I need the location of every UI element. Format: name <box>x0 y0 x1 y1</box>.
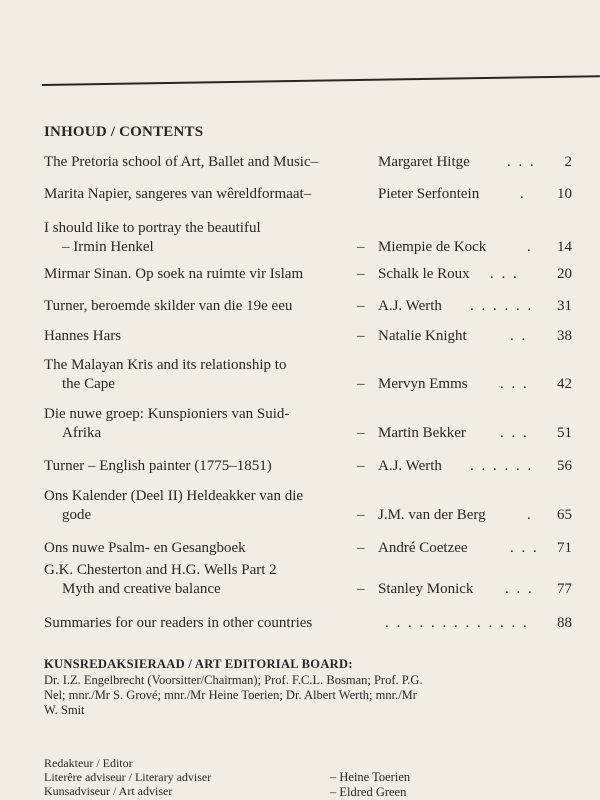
editorial-board-line: W. Smit <box>44 703 85 717</box>
toc-entry-page-number: 77 <box>557 581 572 597</box>
toc-entry-title: Turner, beroemde skilder van die 19e eeu <box>44 298 293 314</box>
toc-entry-leader-dots: . <box>527 239 533 255</box>
staff-role: Redakteur / Editor <box>44 756 133 770</box>
toc-entry-title: The Malayan Kris and its relationship to <box>44 357 287 373</box>
editorial-board-title: KUNSREDAKSIERAAD / ART EDITORIAL BOARD: <box>44 657 353 671</box>
toc-entry-author: Stanley Monick <box>378 581 474 597</box>
toc-entry-title: The Pretoria school of Art, Ballet and Music– <box>44 154 319 170</box>
toc-entry-author: J.M. van der Berg <box>378 507 486 523</box>
toc-entry-author: André Coetzee <box>378 540 468 556</box>
toc-entry-title: Ons Kalender (Deel II) Heldeakker van die <box>44 488 304 504</box>
staff-name: – Eldred Green <box>330 785 407 799</box>
staff-name: – Heine Toerien <box>330 770 411 784</box>
editorial-board-line: Nel; mnr./Mr S. Grové; mnr./Mr Heine Toerien; Dr. Albert Werth; mnr./Mr <box>44 688 417 702</box>
editorial-board-members <box>44 673 574 718</box>
toc-entry-dash: – <box>357 507 365 523</box>
toc-entry-title: Ons nuwe Psalm- en Gesangboek <box>44 540 246 556</box>
toc-entry-leader-dots: . . . . . . <box>470 298 534 314</box>
toc-entry-dash: – <box>357 540 365 556</box>
toc-entry-author: Natalie Knight <box>378 328 467 344</box>
toc-entry-dash: – <box>357 328 365 344</box>
toc-entry-title: G.K. Chesterton and H.G. Wells Part 2 <box>44 562 277 578</box>
toc-entry-title: Afrika <box>62 425 102 441</box>
toc-entry-title: Die nuwe groep: Kunspioniers van Suid- <box>44 406 290 422</box>
toc-entry-dash: – <box>357 298 365 314</box>
editorial-board-line: Dr. I.Z. Engelbrecht (Voorsitter/Chairman); Prof. F.C.L. Bosman; Prof. P.G. <box>44 673 423 687</box>
toc-entry-leader-dots: . . . <box>490 266 519 282</box>
toc-entry-page-number: 20 <box>557 266 572 282</box>
toc-entry-dash: – <box>357 376 365 392</box>
toc-entry-author: Miempie de Kock <box>378 239 487 255</box>
toc-entry-title: Summaries for our readers in other countries <box>44 615 313 631</box>
toc-entry-title: Marita Napier, sangeres van wêreldformaat– <box>44 186 312 202</box>
toc-entry-leader-dots: . . <box>510 328 528 344</box>
toc-entry-page-number: 65 <box>557 507 572 523</box>
toc-entry-author: Martin Bekker <box>378 425 466 441</box>
toc-entry-leader-dots: . <box>520 186 526 202</box>
toc-entry-title: Hannes Hars <box>44 328 122 344</box>
toc-entry-dash: – <box>357 581 365 597</box>
toc-entry-title: the Cape <box>62 376 115 392</box>
toc-entry-dash: – <box>357 458 365 474</box>
toc-entry-leader-dots: . . . <box>500 376 529 392</box>
toc-entry-page-number: 10 <box>557 186 572 202</box>
staff-role: Kunsadviseur / Art adviser <box>44 784 173 798</box>
toc-entry-page-number: 31 <box>557 298 572 314</box>
toc-entry-dash: – <box>357 425 365 441</box>
toc-entry-author: Schalk le Roux <box>378 266 470 282</box>
toc-entry-page-number: 88 <box>557 615 572 631</box>
toc-entry-leader-dots: . . . <box>507 154 536 170</box>
toc-entry-page-number: 2 <box>564 154 572 170</box>
toc-entry-page-number: 14 <box>557 239 572 255</box>
page-title: INHOUD / CONTENTS <box>44 124 204 140</box>
toc-entry-title: Myth and creative balance <box>62 581 221 597</box>
toc-entry-title: – Irmin Henkel <box>62 239 154 255</box>
toc-entry-title: Turner – English painter (1775–1851) <box>44 458 272 474</box>
toc-entry-dash: – <box>357 239 365 255</box>
staff-role: Literêre adviseur / Literary adviser <box>44 770 212 784</box>
toc-entry-leader-dots: . . . . . . <box>470 458 534 474</box>
toc-entry-title: I should like to portray the beautiful <box>44 220 261 236</box>
toc-entry-leader-dots: . . . <box>505 581 534 597</box>
toc-entry-author: Pieter Serfontein <box>378 186 480 202</box>
toc-entry-leader-dots: . . . <box>510 540 539 556</box>
toc-entry-leader-dots: . . . <box>500 425 529 441</box>
toc-entry-author: A.J. Werth <box>378 298 442 314</box>
toc-entry-author: A.J. Werth <box>378 458 442 474</box>
toc-entry-leader-dots: . . . . . . . . . . . . . <box>385 615 529 631</box>
toc-entry-page-number: 56 <box>557 458 572 474</box>
toc-entry-page-number: 71 <box>557 540 572 556</box>
toc-entry-author: Mervyn Emms <box>378 376 468 392</box>
toc-entry-author: Margaret Hitge <box>378 154 470 170</box>
toc-entry-page-number: 38 <box>557 328 572 344</box>
toc-entry-page-number: 42 <box>557 376 572 392</box>
toc-entry-leader-dots: . <box>527 507 533 523</box>
toc-entry-title: gode <box>62 507 92 523</box>
toc-entry-page-number: 51 <box>557 425 572 441</box>
toc-entry-title: Mirmar Sinan. Op soek na ruimte vir Islam <box>44 266 304 282</box>
toc-entry-dash: – <box>357 266 365 282</box>
